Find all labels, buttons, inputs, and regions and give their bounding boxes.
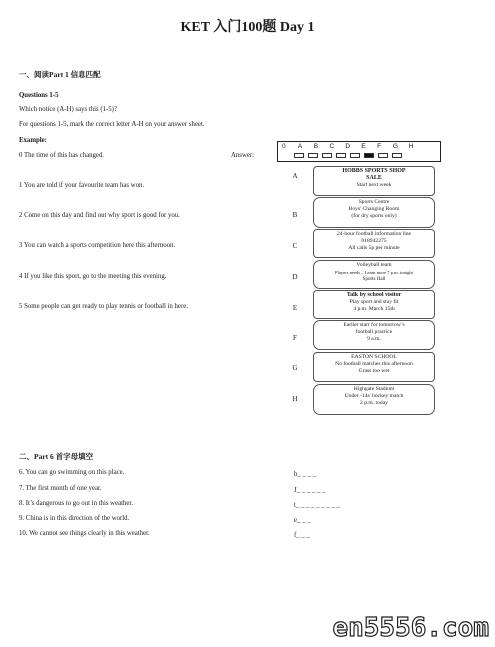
notice-d-line-3: Sports Hall [362,277,386,283]
notice-letter-c: C [292,242,298,250]
notice-c [313,229,435,258]
notice-c-line-2: 018942275 [361,238,387,245]
notice-e-line-2: Play sport and stay fit [349,299,399,306]
notice-f [313,320,435,350]
notice-g-line-3: Grass too wet [358,368,390,375]
watermark: en5556.com [332,613,489,643]
notice-d [313,260,435,289]
question-8: 8. It’s dangerous to go out in this weather. [19,500,134,507]
answer-label: Answer: [231,152,255,159]
grid-letter-f: F [377,143,382,150]
blank-9[interactable]: e_ _ _ [294,517,311,524]
grid-letter-g: G [392,143,399,150]
notice-g [313,352,435,382]
blank-7[interactable]: J_ _ _ _ _ _ [294,487,326,494]
notice-f-line-1: Earlier start for tomorrow’s [343,322,405,328]
notice-letter-d: D [292,273,298,281]
example-text: 0 The time of this has changed. [19,152,105,159]
answer-box-c[interactable] [322,153,332,158]
grid-number: 0 [282,143,286,150]
question-1: 1 You are told if your favourite team has won. [19,182,145,189]
notice-b-line-2: Boys' Changing Room [348,206,400,213]
blank-10[interactable]: f_ _ _ [294,532,310,539]
answer-grid [277,141,441,162]
notice-letter-a: A [292,172,298,180]
question-5: 5 Some people can get ready to play tennis or football in here. [19,303,188,310]
instruction-2: For questions 1-5, mark the correct letter A-H on your answer sheet. [19,121,205,128]
grid-letter-c: C [329,143,335,150]
question-3: 3 You can watch a sports competition here this afternoon. [19,242,176,249]
question-9: 9. China is in this direction of the world. [19,515,130,522]
question-2: 2 Come on this day and find out why sport is good for you. [19,212,180,219]
notice-letter-f: F [293,334,297,342]
notice-f-line-2: football practice [355,329,393,336]
grid-letter-d: D [345,143,351,150]
answer-box-a[interactable] [294,153,304,158]
notice-c-line-1: 24-hour football information line [336,231,412,237]
notice-letter-g: G [292,364,298,372]
page-title: KET 入门100题 Day 1 [180,20,315,35]
notice-g-line-2: No football matches this afternoon [335,361,413,368]
notice-d-line-1: Volleyball team [356,262,392,268]
answer-box-h[interactable] [392,153,402,158]
notice-d-line-2: Players needs – Learn more 7 p.m. tonight [335,270,413,276]
blank-6[interactable]: b_ _ _ _ [294,471,317,478]
answer-box-g[interactable] [378,153,388,158]
notice-e-line-1: Talk by school visitor [346,292,402,298]
grid-letter-a: A [297,143,303,150]
notice-b [313,197,435,228]
notice-b-line-1: Sports Centre [358,199,390,205]
notice-h [313,384,435,415]
notice-g-line-1: EASTON SCHOOL [351,354,397,360]
answer-box-b[interactable] [308,153,318,158]
notice-a-line-1: HOBBS SPORTS SHOP [342,168,406,174]
question-4: 4 If you like this sport, go to the meeting this evening. [19,273,167,280]
example-label: Example: [19,137,47,144]
question-6: 6. You can go swimming on this place. [19,469,125,476]
notice-h-line-2: Under -14s' hockey match [344,393,404,400]
notice-letter-e: E [292,304,298,312]
notice-e [313,290,435,319]
notice-f-line-3: 9 a.m. [367,336,381,343]
blank-8[interactable]: t_ _ _ _ _ _ _ _ _ [294,502,341,509]
notice-b-line-3: (for dry sports only) [351,213,397,220]
notice-h-line-3: 2 p.m. today [360,400,388,407]
question-7: 7. The first month of one year. [19,485,102,492]
grid-letter-h: H [408,143,414,150]
answer-box-d[interactable] [336,153,346,158]
notice-letter-h: H [292,395,298,403]
instruction-1: Which notice (A-H) says this (1-5)? [19,106,117,113]
notice-letter-b: B [292,211,298,219]
notice-h-line-1: Highgate Stadium [353,386,395,392]
notice-a [313,166,435,196]
grid-letter-e: E [361,143,366,150]
notice-a-line-2: SALE [366,175,382,182]
notice-e-line-3: 4 p.m. March 15th [353,306,395,313]
notice-a-line-3: Start next week [356,182,392,189]
question-10: 10. We cannot see things clearly in this weather. [19,530,150,537]
grid-letter-b: B [313,143,319,150]
part2-heading: 二、Part 6 首字母填空 [19,452,94,461]
questions-label: Questions 1-5 [19,92,59,99]
answer-grid-letters [282,143,423,150]
part1-heading: 一、阅读Part 1 信息匹配 [19,70,101,79]
answer-box-f[interactable] [364,153,374,158]
notice-c-line-3: All calls 5p per minute [348,245,400,252]
answer-box-e[interactable] [350,153,360,158]
